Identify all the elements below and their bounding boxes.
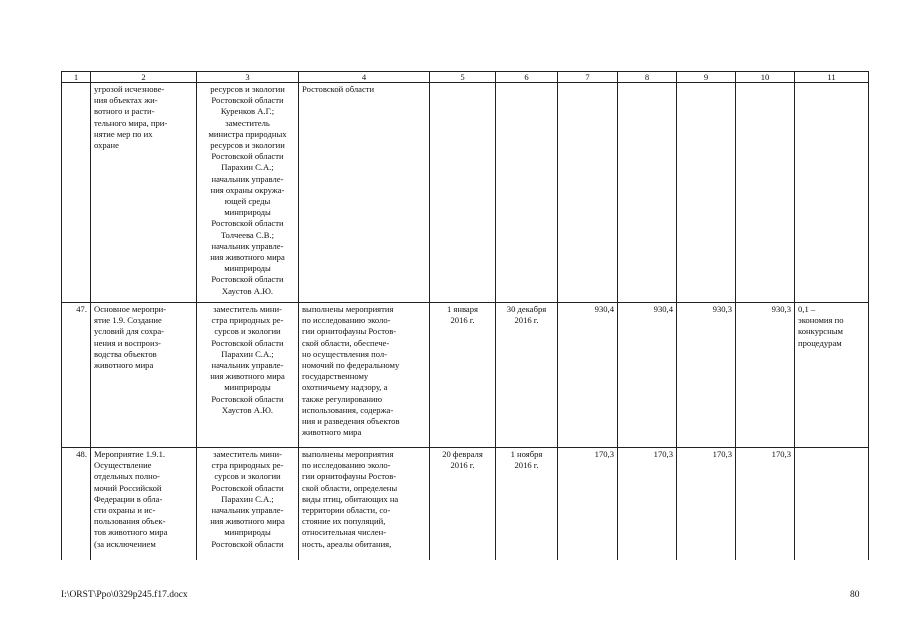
value-col-7: 170,3 [558,448,618,560]
value-col-8 [618,83,677,303]
expected-result: выполнены мероприятия по исследованию эколо- гии орнитофауны Ростов- ской области, обеспече- но осуществления пол- номочий по федеральному государственному охотничьему надзору, а также регулированию использования, содержа- ния и разведения объектов животного мира [299,303,430,448]
column-number: 9 [677,72,736,83]
start-date [430,83,496,303]
value-col-10: 930,3 [736,303,795,448]
start-date: 1 января 2016 г. [430,303,496,448]
column-number: 6 [496,72,558,83]
value-col-7: 930,4 [558,303,618,448]
note: 0,1 – экономия по конкурсным процедурам [795,303,869,448]
row-number: 48. [62,448,91,560]
note [795,83,869,303]
column-number: 4 [299,72,430,83]
responsible-executor: ресурсов и экологии Ростовской области Куренков А.Г.; заместитель министра природных ресурсов и экологии Ростовской области Парахин С.А.; начальник управле- ния охраны окружа- ющей среды минприроды Ростовской области Толчеева С.В.; начальник управле- ния животного мира минприроды Ростовской области Хаустов А.Ю. [197,83,299,303]
value-col-8: 170,3 [618,448,677,560]
column-number-row [62,72,869,83]
table-row [62,448,869,560]
value-col-10 [736,83,795,303]
document-table-container [61,71,868,560]
expected-result: выполнены мероприятия по исследованию эколо- гии орнитофауны Ростов- ской области, определены виды птиц, обитающих на территории области, со- стояние их популяций, относительная числен- ность, ареалы обитания, [299,448,430,560]
program-events-table [61,71,869,560]
responsible-executor: заместитель мини- стра природных ре- сурсов и экологии Ростовской области Парахин С.А.; начальник управле- ния животного мира минприроды Ростовской области [197,448,299,560]
event-name: Мероприятие 1.9.1. Осуществление отдельных полно- мочий Российской Федерации в обла- сти охраны и ис- пользования объек- тов животного мира (за исключением [91,448,197,560]
row-number [62,83,91,303]
value-col-9: 930,3 [677,303,736,448]
table-row [62,303,869,448]
value-col-7 [558,83,618,303]
responsible-executor: заместитель мини- стра природных ре- сурсов и экологии Ростовской области Парахин С.А.; начальник управле- ния животного мира минприроды Ростовской области Хаустов А.Ю. [197,303,299,448]
value-col-9: 170,3 [677,448,736,560]
column-number: 8 [618,72,677,83]
end-date: 30 декабря 2016 г. [496,303,558,448]
column-number: 2 [91,72,197,83]
table-row [62,83,869,303]
column-number: 3 [197,72,299,83]
column-number: 7 [558,72,618,83]
column-number: 11 [795,72,869,83]
note [795,448,869,560]
footer-file-path: I:\ORST\Ppo\0329p245.f17.docx [61,590,188,600]
column-number: 1 [62,72,91,83]
start-date: 20 февраля 2016 г. [430,448,496,560]
page-number: 80 [850,590,860,600]
event-name: Основное меропри- ятие 1.9. Создание условий для сохра- нения и воспроиз- водства объектов животного мира [91,303,197,448]
column-number: 5 [430,72,496,83]
value-col-10: 170,3 [736,448,795,560]
value-col-8: 930,4 [618,303,677,448]
end-date [496,83,558,303]
event-name: угрозой исчезнове- ния объектах жи- вотного и расти- тельного мира, при- нятие мер по их охране [91,83,197,303]
expected-result: Ростовской области [299,83,430,303]
end-date: 1 ноября 2016 г. [496,448,558,560]
row-number: 47. [62,303,91,448]
column-number: 10 [736,72,795,83]
value-col-9 [677,83,736,303]
